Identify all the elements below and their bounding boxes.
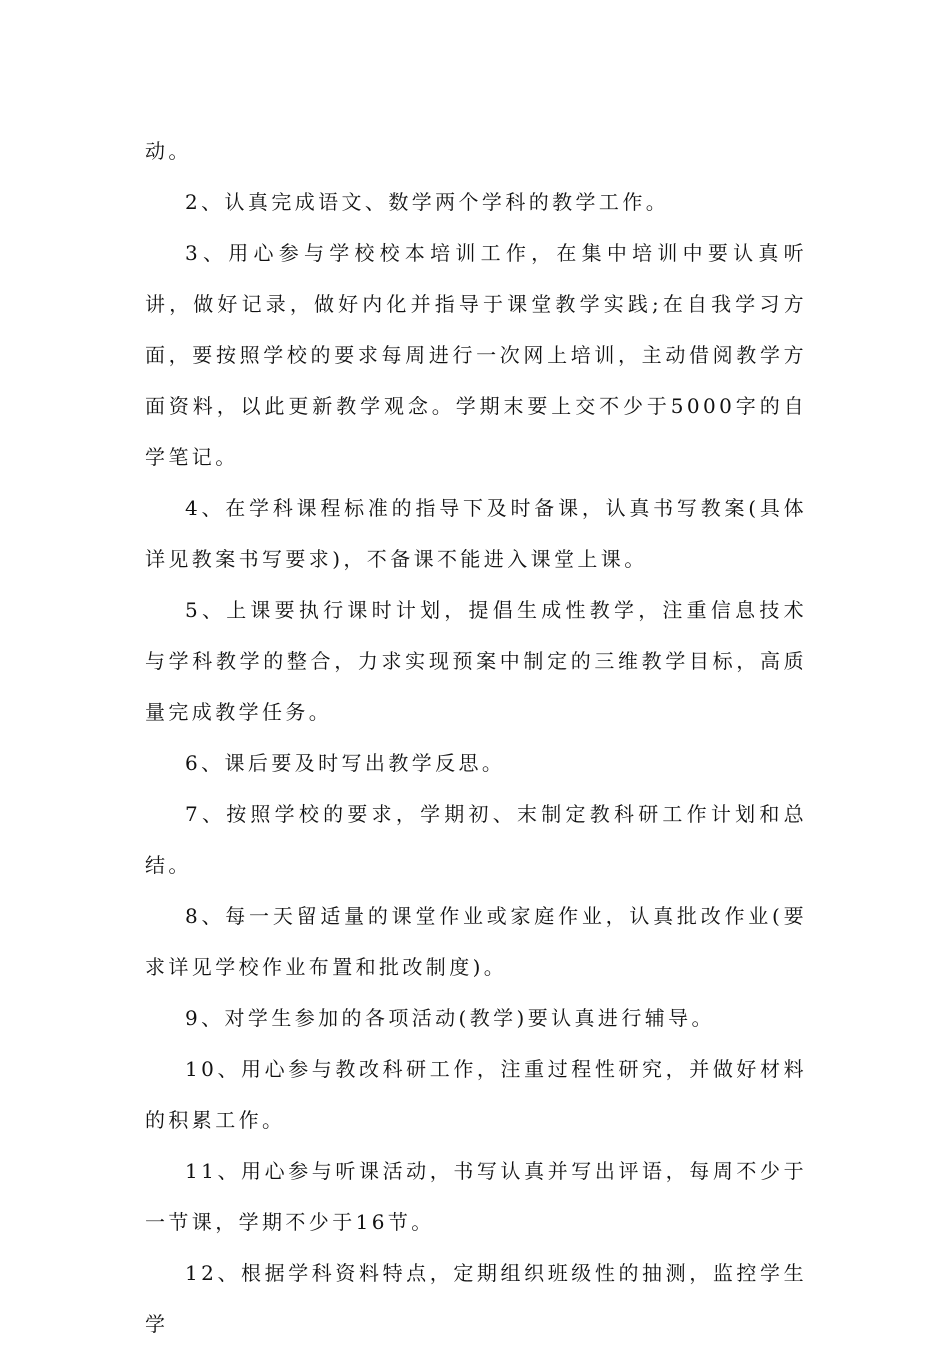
paragraph-continuation: 动。	[145, 139, 192, 163]
paragraph-item-7: 7、按照学校的要求，学期初、末制定教科研工作计划和总结。	[145, 802, 807, 877]
paragraph-item-11: 11、用心参与听课活动，书写认真并写出评语，每周不少于一节课，学期不少于16节。	[145, 1159, 807, 1234]
paragraph-item-3: 3、用心参与学校校本培训工作，在集中培训中要认真听讲，做好记录，做好内化并指导于课堂教学实践;在自我学习方面，要按照学校的要求每周进行一次网上培训，主动借阅教学方面资料，以此更新教学观念。学期末要上交不少于5000字的自学笔记。	[145, 241, 807, 469]
document-body	[145, 126, 807, 1350]
paragraph-item-6: 6、课后要及时写出教学反思。	[185, 751, 506, 775]
paragraph-item-5: 5、上课要执行课时计划，提倡生成性教学，注重信息技术与学科教学的整合，力求实现预案中制定的三维教学目标，高质量完成教学任务。	[145, 598, 807, 724]
paragraph-item-9: 9、对学生参加的各项活动(教学)要认真进行辅导。	[185, 1006, 715, 1030]
paragraph-item-2: 2、认真完成语文、数学两个学科的教学工作。	[185, 190, 670, 214]
paragraph-item-8: 8、每一天留适量的课堂作业或家庭作业，认真批改作业(要求详见学校作业布置和批改制度)。	[145, 904, 807, 979]
paragraph-item-12: 12、根据学科资料特点，定期组织班级性的抽测，监控学生学	[145, 1261, 807, 1336]
paragraph-item-10: 10、用心参与教改科研工作，注重过程性研究，并做好材料的积累工作。	[145, 1057, 807, 1132]
paragraph-item-4: 4、在学科课程标准的指导下及时备课，认真书写教案(具体详见教案书写要求)，不备课不能进入课堂上课。	[145, 496, 807, 571]
